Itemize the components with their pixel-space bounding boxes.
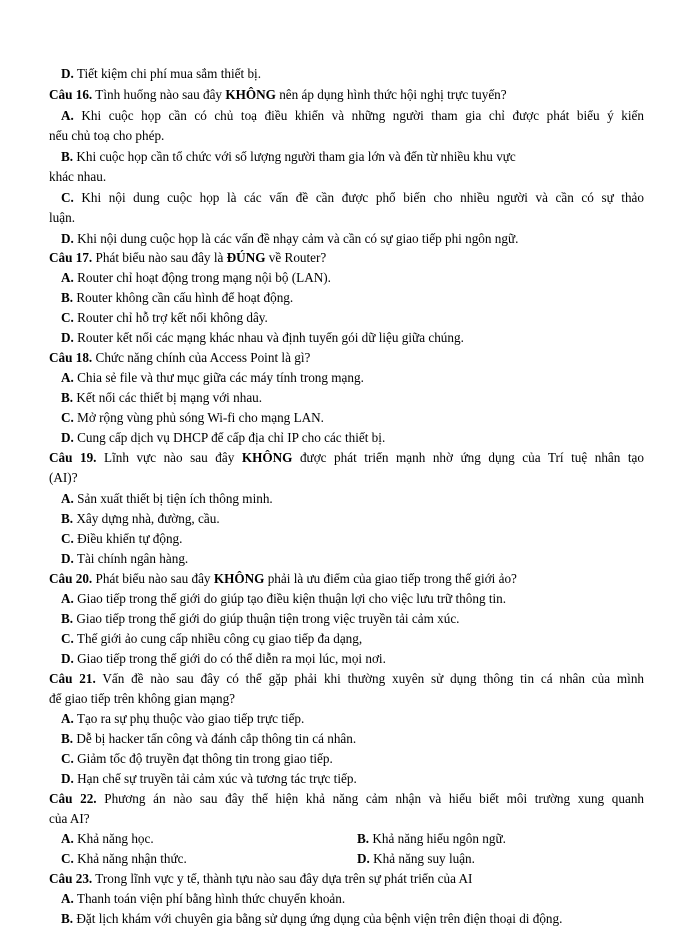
line-text: Khả năng học.	[73, 831, 154, 846]
line-text: Khi nội dung cuộc họp là các vấn đề nhạy cảm và cần có sự giao tiếp phi ngôn ngữ.	[73, 231, 519, 246]
option-letter: D.	[61, 231, 74, 246]
question-text: Lĩnh vực nào sau đây	[96, 450, 242, 465]
option-line	[61, 649, 386, 669]
option-line	[61, 629, 362, 649]
option-line	[61, 849, 187, 869]
option-letter: A.	[61, 491, 74, 506]
emphasis-word: ĐÚNG	[226, 250, 266, 265]
question-text: phải là ưu điểm của giao tiếp trong thế giới ảo?	[264, 571, 517, 586]
question-number: Câu 19.	[49, 450, 97, 465]
line-text: (AI)?	[49, 470, 78, 485]
option-line	[61, 328, 464, 348]
question-text: về Router?	[265, 250, 327, 265]
question-number: Câu 23.	[49, 871, 93, 886]
option-line	[61, 428, 385, 448]
line-text: Chia sẻ file và thư mục giữa các máy tính trong mạng.	[73, 370, 364, 385]
continuation-line	[49, 167, 106, 187]
option-letter: A.	[61, 591, 74, 606]
option-line	[61, 769, 357, 789]
option-line	[61, 829, 154, 849]
line-text: để giao tiếp trên không gian mạng?	[49, 691, 236, 706]
question-text: Phương án nào sau đây thể hiện khả năng cảm nhận và hiểu biết môi trường xung quanh	[96, 791, 645, 806]
option-line	[61, 308, 268, 328]
line-text: Giao tiếp trong thế giới do có thể diễn ra mọi lúc, mọi nơi.	[73, 651, 386, 666]
option-line	[61, 268, 331, 288]
question-number: Câu 16.	[49, 87, 93, 102]
option-letter: B.	[357, 831, 370, 846]
line-text: Khi cuộc họp cần tổ chức với số lượng người tham gia lớn và đến từ nhiều khu vực	[73, 149, 516, 164]
line-text: Giao tiếp trong thế giới do giúp thuận tiện trong việc truyền tải cảm xúc.	[73, 611, 460, 626]
question-text: Phát biểu nào sau đây	[92, 571, 214, 586]
line-text: Router chỉ hỗ trợ kết nối không dây.	[73, 310, 268, 325]
question-line	[49, 85, 507, 105]
line-text: Tạo ra sự phụ thuộc vào giao tiếp trực tiếp.	[73, 711, 305, 726]
question-text: Vấn đề nào sau đây có thể gặp phải khi thường xuyên sử dụng thông tin cá nhân của mình	[95, 671, 645, 686]
question-line	[49, 348, 310, 368]
option-letter: D.	[357, 851, 370, 866]
option-line	[61, 229, 518, 249]
option-letter: D.	[61, 771, 74, 786]
line-text: nếu chủ toạ cho phép.	[49, 128, 165, 143]
option-line	[61, 408, 324, 428]
option-line	[61, 368, 364, 388]
question-line	[49, 248, 326, 268]
line-text: Hạn chế sự truyền tải cảm xúc và tương tác trực tiếp.	[73, 771, 357, 786]
question-text: Chức năng chính của Access Point là gì?	[92, 350, 311, 365]
continuation-line	[49, 689, 235, 709]
question-line	[49, 669, 644, 689]
question-number: Câu 21.	[49, 671, 96, 686]
option-letter: B.	[61, 149, 74, 164]
line-text: Thế giới ảo cung cấp nhiều công cụ giao tiếp đa dạng,	[73, 631, 363, 646]
option-line	[61, 729, 356, 749]
line-text: Khả năng nhận thức.	[73, 851, 187, 866]
line-text: Cung cấp dịch vụ DHCP để cấp địa chỉ IP cho các thiết bị.	[73, 430, 386, 445]
line-text: Tiết kiệm chi phí mua sắm thiết bị.	[73, 66, 262, 81]
emphasis-word: KHÔNG	[241, 450, 293, 465]
line-text: Khi nội dung cuộc họp là các vấn đề cần được phổ biến cho nhiều người và cần có sự thảo	[73, 190, 644, 205]
line-text: Giao tiếp trong thế giới do giúp tạo điều kiện thuận lợi cho việc lưu trữ thông tin.	[73, 591, 507, 606]
option-line	[61, 889, 345, 909]
option-line	[61, 749, 333, 769]
continuation-line	[49, 468, 78, 488]
line-text: khác nhau.	[49, 169, 107, 184]
option-line	[61, 106, 644, 126]
line-text: Khả năng hiểu ngôn ngữ.	[369, 831, 506, 846]
line-text: Giảm tốc độ truyền đạt thông tin trong giao tiếp.	[73, 751, 333, 766]
option-letter: C.	[61, 310, 74, 325]
option-line	[61, 64, 261, 84]
option-line	[61, 709, 304, 729]
option-line	[61, 509, 220, 529]
option-letter: A.	[61, 270, 74, 285]
line-text: Router không cần cấu hình để hoạt động.	[73, 290, 294, 305]
question-line	[49, 869, 472, 889]
line-text: luận.	[49, 210, 76, 225]
line-text: Kết nối các thiết bị mạng với nhau.	[73, 390, 263, 405]
option-line	[61, 188, 644, 208]
option-line	[61, 529, 182, 549]
line-text: Router chỉ hoạt động trong mạng nội bộ (LAN).	[73, 270, 331, 285]
question-number: Câu 22.	[49, 791, 97, 806]
continuation-line	[49, 809, 90, 829]
option-letter: D.	[61, 651, 74, 666]
line-text: Đặt lịch khám với chuyên gia bằng sử dụng ứng dụng của bệnh viện trên điện thoại di động.	[73, 911, 563, 926]
option-letter: A.	[61, 711, 74, 726]
option-line	[61, 388, 262, 408]
option-letter: D.	[61, 66, 74, 81]
option-line	[61, 147, 516, 167]
line-text: Router kết nối các mạng khác nhau và định tuyến gói dữ liệu giữa chúng.	[73, 330, 464, 345]
line-text: Tài chính ngân hàng.	[73, 551, 189, 566]
option-letter: B.	[61, 390, 74, 405]
option-line	[357, 829, 506, 849]
option-line	[61, 609, 459, 629]
option-letter: A.	[61, 370, 74, 385]
question-line	[49, 789, 644, 809]
option-line	[61, 489, 273, 509]
emphasis-word: KHÔNG	[225, 87, 276, 102]
option-letter: C.	[61, 531, 74, 546]
option-letter: B.	[61, 611, 74, 626]
line-text: Thanh toán viện phí bằng hình thức chuyển khoản.	[73, 891, 346, 906]
option-letter: B.	[61, 731, 74, 746]
line-text: Khả năng suy luận.	[369, 851, 475, 866]
option-letter: C.	[61, 190, 74, 205]
option-letter: C.	[61, 851, 74, 866]
line-text: Sản xuất thiết bị tiện ích thông minh.	[73, 491, 273, 506]
question-line	[49, 448, 644, 468]
option-letter: C.	[61, 631, 74, 646]
line-text: Khi cuộc họp cần có chủ toạ điều khiển và những người tham gia chỉ được phát biểu ý kiến	[73, 108, 644, 123]
option-letter: B.	[61, 511, 74, 526]
line-text: Mở rộng vùng phủ sóng Wi-fi cho mạng LAN.	[73, 410, 324, 425]
continuation-line	[49, 208, 75, 228]
option-letter: B.	[61, 290, 74, 305]
option-letter: A.	[61, 891, 74, 906]
question-text: Phát biểu nào sau đây là	[92, 250, 227, 265]
line-text: Xây dựng nhà, đường, cầu.	[73, 511, 220, 526]
continuation-line	[49, 126, 164, 146]
option-line	[61, 589, 506, 609]
emphasis-word: KHÔNG	[213, 571, 265, 586]
option-letter: A.	[61, 831, 74, 846]
option-letter: B.	[61, 911, 74, 926]
question-number: Câu 20.	[49, 571, 93, 586]
option-line	[61, 549, 188, 569]
option-line	[61, 288, 293, 308]
option-letter: D.	[61, 430, 74, 445]
option-line	[61, 909, 562, 929]
question-text: nên áp dụng hình thức hội nghị trực tuyến?	[275, 87, 507, 102]
option-letter: C.	[61, 751, 74, 766]
question-text: được phát triển mạnh nhờ ứng dụng của Trí tuệ nhân tạo	[292, 450, 645, 465]
option-letter: A.	[61, 108, 74, 123]
option-letter: D.	[61, 551, 74, 566]
question-text: Tình huống nào sau đây	[92, 87, 226, 102]
option-letter: D.	[61, 330, 74, 345]
option-letter: C.	[61, 410, 74, 425]
question-line	[49, 569, 517, 589]
line-text: Điều khiển tự động.	[73, 531, 183, 546]
line-text: Dễ bị hacker tấn công và đánh cắp thông tin cá nhân.	[73, 731, 357, 746]
question-text: Trong lĩnh vực y tế, thành tựu nào sau đây dựa trên sự phát triển của AI	[92, 871, 473, 886]
question-number: Câu 18.	[49, 350, 93, 365]
question-number: Câu 17.	[49, 250, 93, 265]
option-line	[357, 849, 475, 869]
line-text: của AI?	[49, 811, 90, 826]
